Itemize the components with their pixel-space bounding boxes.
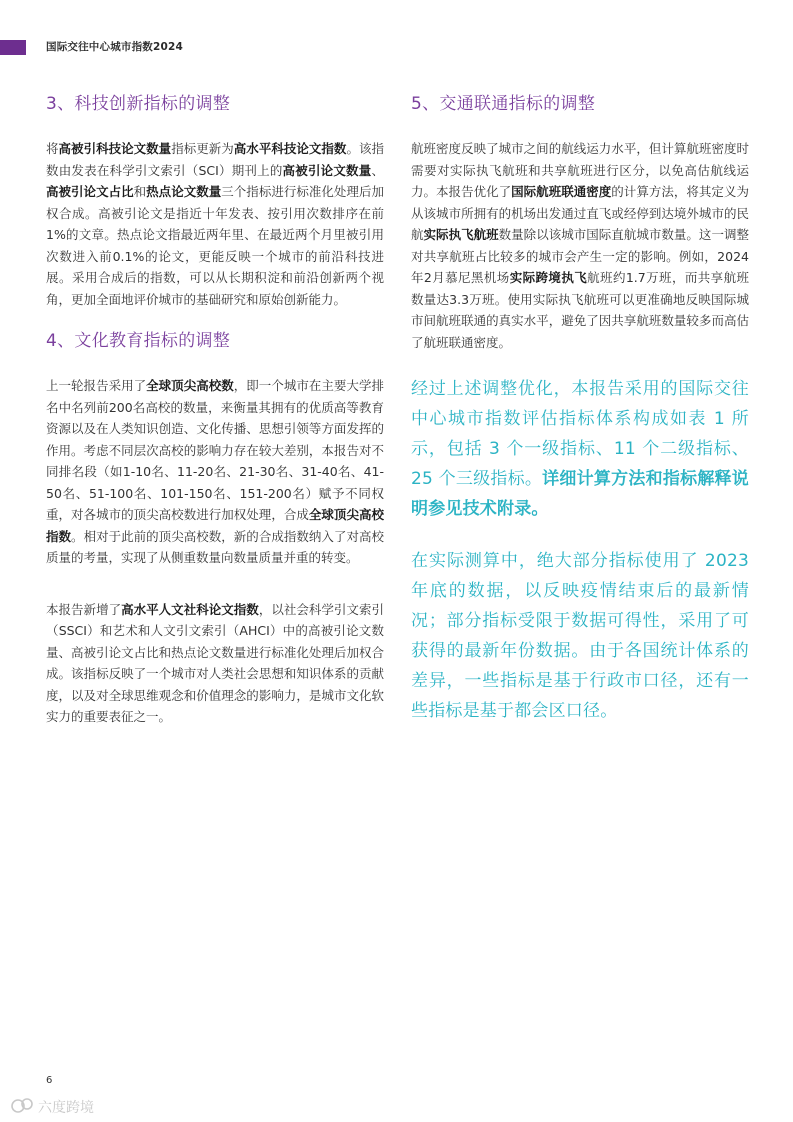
bold-term: 实际执飞航班 — [423, 227, 499, 242]
section-heading-tech-innovation: 3、科技创新指标的调整 — [46, 94, 231, 114]
bold-term: 热点论文数量 — [146, 184, 222, 199]
text-run: 航班约1.7万班，而共享航班数量达3.3万班。使用实际执飞航班可以更准确地反映国际城市间航班联通的真实水平，避免了因共享航班数量较多而高估了航班联通密度。 — [411, 270, 749, 350]
text-run: 、 — [371, 162, 384, 178]
text-run: 三个指标进行标准化处理后加权合成。高被引论文是指近十年发表、按引用次数排序在前1%的文章。热点论文指最近两年里、在最近两个月里被引用次数进入前0.1%的论文，更能反映一个城市的前沿科技进展。采用合成后的指数，可以从长期积淀和前沿创新两个视角，更加全面地评价城市的基础研究和原始创新能力。 — [46, 184, 384, 307]
header-color-bar — [0, 40, 26, 55]
text-run: 航班密度反映了城市之间的航线运力水平，但计算航班密度时需要对实际执飞航班和共享航班进行区分，以免高估航线运力。本报告优化了 — [411, 141, 749, 199]
text-run: 。相对于此前的顶尖高校数，新的合成指数纳入了对高校质量的考量，实现了从侧重数量向数量质量并重的转变。 — [46, 528, 384, 565]
bold-term: 全球顶尖高校指数 — [46, 507, 384, 544]
left-column — [46, 92, 384, 728]
highlight-data-note-paragraph — [411, 546, 749, 726]
page-number: 6 — [46, 1075, 53, 1086]
culture-education-paragraph-2 — [46, 599, 384, 728]
text-run: 和 — [133, 184, 147, 199]
bold-term: 全球顶尖高校数 — [146, 378, 234, 393]
text-run: 。该指数由发表在科学引文索引（SCI）期刊上的 — [46, 141, 384, 178]
bold-term: 详细计算方法和指标解释说明参见技术附录。 — [411, 469, 749, 519]
text-run: 数量除以该城市国际直航城市数量。这一调整对共享航班占比较多的城市会产生一定的影响。例如，2024年2月慕尼黑机场 — [411, 227, 749, 285]
transport-paragraph — [411, 138, 749, 353]
text-run: 在实际测算中，绝大部分指标使用了 2023 年底的数据，以反映疫情结束后的最新情况；部分指标受限于数据可得性，采用了可获得的最新年份数据。由于各国统计体系的差异，一些指标是基于行政市口径，还有一些指标是基于都会区口径。 — [411, 551, 749, 721]
watermark-text: 六度跨境 — [38, 1100, 94, 1116]
bold-term: 国际航班联通密度 — [511, 184, 612, 199]
section-heading-transport: 5、交通联通指标的调整 — [411, 94, 596, 114]
text-run: 本报告新增了 — [46, 601, 122, 617]
running-header-title: 国际交往中心城市指数2024 — [46, 41, 184, 53]
text-run: 指标更新为 — [171, 141, 234, 156]
section-heading-culture-education: 4、文化教育指标的调整 — [46, 331, 231, 351]
tech-innovation-paragraph — [46, 138, 384, 310]
bold-term: 高水平科技论文指数 — [233, 141, 347, 156]
bold-term: 高被引科技论文数量 — [58, 141, 172, 156]
watermark-logo — [8, 1092, 112, 1120]
bold-term: 实际跨境执飞 — [509, 270, 588, 285]
text-run: ，以社会科学引文索引（SSCI）和艺术和人文引文索引（AHCI）中的高被引论文数量、高被引论文占比和热点论文数量进行标准化处理后加权合成。该指标反映了一个城市对人类社会思想和知识体系的贡献度，以及对全球思维观念和价值理念的影响力，是城市文化软实力的重要表征之一。 — [46, 601, 384, 724]
culture-education-paragraph-1 — [46, 375, 384, 569]
text-run: 经过上述调整优化，本报告采用的国际交往中心城市指数评估指标体系构成如表 1 所示，包括 3 个一级指标、11 个二级指标、25 个三级指标。 — [411, 379, 749, 489]
bold-term: 高被引论文数量 — [282, 162, 372, 178]
text-run: ，即一个城市在主要大学排名中名列前200名高校的数量，来衡量其拥有的优质高等教育资源以及在人类知识创造、文化传播、思想引领等方面发挥的作用。考虑不同层次高校的影响力存在较大差别，本报告对不同排名段（如1-10名、11-20名、21-30名、31-40名、41-50名、51-100名、101-150名、151-200名）赋予不同权重，对各城市的顶尖高校数进行加权处理，合成 — [46, 378, 384, 522]
text-run: 将 — [46, 141, 59, 156]
bold-term: 高水平人文社科论文指数 — [121, 601, 259, 617]
text-run: 的计算方法，将其定义为从该城市所拥有的机场出发通过直飞或经停到达境外城市的民航 — [411, 184, 749, 242]
right-column — [411, 92, 749, 726]
text-run: 上一轮报告采用了 — [46, 378, 147, 393]
bold-term: 高被引论文占比 — [46, 184, 134, 199]
highlight-summary-paragraph — [411, 374, 749, 524]
